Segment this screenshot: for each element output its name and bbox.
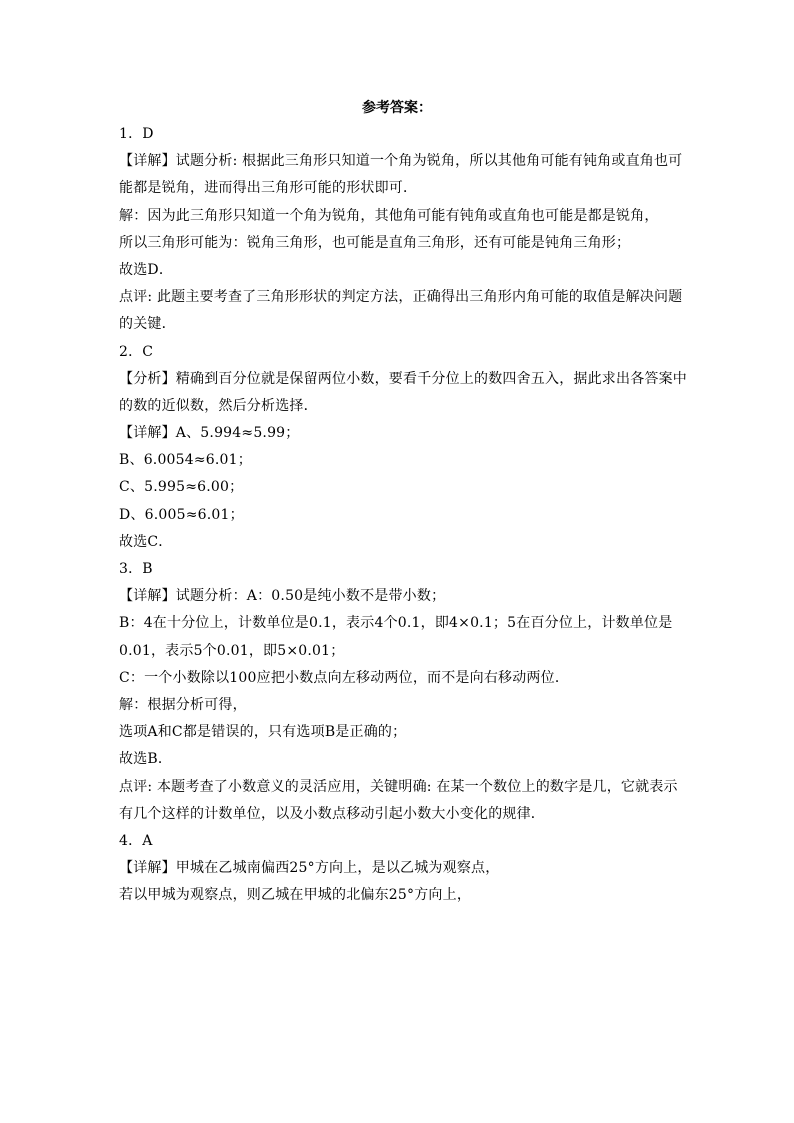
text-line: 【分析】精确到百分位就是保留两位小数，要看千分位上的数四舍五入，据此求出各答案中 <box>119 370 687 387</box>
text-line: 有几个这样的计数单位，以及小数点移动引起小数大小变化的规律． <box>119 805 545 822</box>
text-line: 【详解】甲城在乙城南偏西25°方向上，是以乙城为观察点， <box>119 860 500 877</box>
page-title: 参考答案： <box>362 100 432 116</box>
text-line: 解：因为此三角形只知道一个角为锐角，其他角可能有钝角或直角也可能是都是锐角， <box>119 207 659 224</box>
text-line: 故选D． <box>119 261 174 278</box>
answer-content <box>119 121 687 909</box>
text-line: 能都是锐角，进而得出三角形可能的形状即可． <box>119 180 418 197</box>
text-line: 点评: 此题主要考查了三角形形状的判定方法，正确得出三角形内角可能的取值是解决问题 <box>119 289 683 306</box>
answer-number: 2．C <box>119 343 154 360</box>
text-line: 0.01，表示5个0.01，即5×0.01； <box>119 642 345 659</box>
text-line: 所以三角形可能为：锐角三角形，也可能是直角三角形，还有可能是钝角三角形； <box>119 234 631 251</box>
text-line: B：4在十分位上，计数单位是0.1，表示4个0.1，即4×0.1；5在百分位上，计数单位是 <box>119 615 673 632</box>
text-line: 【详解】试题分析：A：0.50是纯小数不是带小数； <box>119 588 446 605</box>
text-line: 的关键． <box>119 316 176 333</box>
answer-number: 1．D <box>119 126 154 142</box>
text-line: D、6.005≈6.01； <box>119 506 244 523</box>
text-line: 故选C． <box>119 533 173 550</box>
answer-number: 4．A <box>119 832 153 849</box>
text-line: 【详解】试题分析: 根据此三角形只知道一个角为锐角，所以其他角可能有钝角或直角也可 <box>119 153 683 170</box>
text-line: 解：根据分析可得， <box>119 696 247 713</box>
text-line: 故选B． <box>119 751 173 768</box>
text-line: 选项A和C都是错误的，只有选项B是正确的； <box>119 724 407 741</box>
text-line: B、6.0054≈6.01； <box>119 452 252 469</box>
text-line: 若以甲城为观察点，则乙城在甲城的北偏东25°方向上， <box>119 887 472 904</box>
text-line: 点评: 本题考查了小数意义的灵活应用，关键明确: 在某一个数位上的数字是几，它就表示 <box>119 778 678 795</box>
text-line: C：一个小数除以100应把小数点向左移动两位，而不是向右移动两位． <box>119 669 570 686</box>
text-line: 的数的近似数，然后分析选择． <box>119 397 318 414</box>
text-line: 【详解】A、5.994≈5.99； <box>119 425 300 442</box>
answer-number: 3．B <box>119 561 153 577</box>
text-line: C、5.995≈6.00； <box>119 479 244 496</box>
